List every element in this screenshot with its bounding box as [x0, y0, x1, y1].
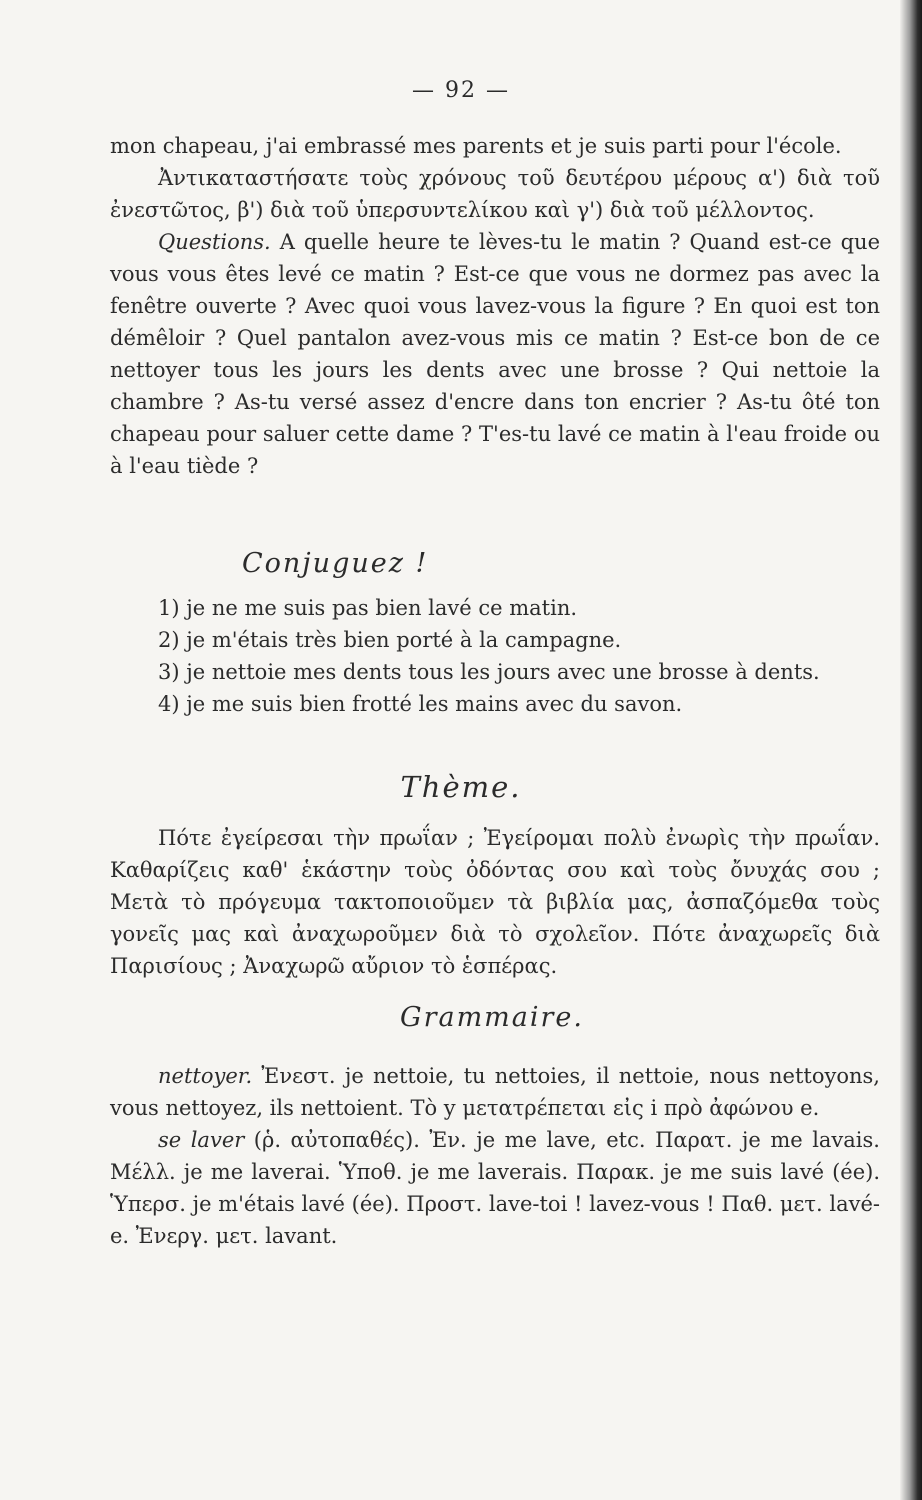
se-laver-text: (ῥ. αὐτοπαθές). Ἐν. je me lave, etc. Παρατ. je me lavais. Μέλλ. je me laverai. Ὑποθ. je me laverais. Παρακ. je me suis lavé (ée). Ὑπερσ. je m'étais lavé (ée). Προστ. lave-toi ! lavez-vous ! Παθ. μετ. lavé-e. Ἐνεργ. μετ. lavant.: [110, 1128, 880, 1248]
questions-label: Questions.: [158, 230, 271, 254]
grammaire-heading: Grammaire.: [400, 1002, 584, 1033]
se-laver-label: se laver: [158, 1128, 245, 1152]
theme-heading: Thème.: [400, 770, 522, 804]
page-number: — 92 —: [412, 78, 510, 103]
conjugation-item-2: 2) je m'étais très bien porté à la campagne.: [158, 628, 622, 652]
grammaire-section: [110, 1060, 880, 1252]
greek-instruction: Ἀντικαταστήσατε τοὺς χρόνους τοῦ δευτέρου μέρους α') διὰ τοῦ ἐνεστῶτος, β') διὰ τοῦ ὑπερσυντελίκου καὶ γ') διὰ τοῦ μέλλοντος.: [110, 166, 880, 222]
page-edge-shadow: [900, 0, 922, 1500]
questions-text: A quelle heure te lèves-tu le matin ? Quand est-ce que vous vous êtes levé ce matin ? Est-ce que vous ne dormez pas avec la fenêtre ouverte ? Avec quoi vous lavez-vous la figure ? En quoi est ton démêloir ? Quel pantalon avez-vous mis ce matin ? Est-ce bon de ce nettoyer tous les jours les dents avec une brosse ? Qui nettoie la chambre ? As-tu versé assez d'encre dans ton encrier ? As-tu ôté ton chapeau pour saluer cette dame ? T'es-tu lavé ce matin à l'eau froide ou à l'eau tiède ?: [110, 230, 880, 478]
questions-paragraph: [110, 226, 880, 482]
conjuguez-list: [110, 592, 880, 720]
nettoyer-text: Ἐνεστ. je nettoie, tu nettoies, il nettoie, nous nettoyons, vous nettoyez, ils nettoient. Τὸ y μετατρέπεται εἰς i πρὸ ἀφώνου e.: [110, 1064, 880, 1120]
intro-continuation: mon chapeau, j'ai embrassé mes parents et je suis parti pour l'école.: [110, 134, 842, 158]
conjugation-item-3: 3) je nettoie mes dents tous les jours avec une brosse à dents.: [158, 660, 820, 684]
conjuguez-heading: Conjuguez !: [242, 548, 429, 579]
conjugation-item-4: 4) je me suis bien frotté les mains avec du savon.: [158, 692, 683, 716]
conjugation-item-1: 1) je ne me suis pas bien lavé ce matin.: [158, 596, 578, 620]
nettoyer-label: nettoyer.: [158, 1064, 253, 1088]
grammar-nettoyer: [110, 1060, 880, 1124]
theme-section: [110, 822, 880, 982]
grammar-se-laver: [110, 1124, 880, 1252]
theme-text: Πότε ἐγείρεσαι τὴν πρωΐαν ; Ἐγείρομαι πολὺ ἐνωρὶς τὴν πρωΐαν. Καθαρίζεις καθ' ἑκάστην τοὺς ὀδόντας σου καὶ τοὺς ὄνυχάς σου ; Μετὰ τὸ πρόγευμα τακτοποιοῦμεν τὰ βιβλία μας, ἀσπαζόμεθα τοὺς γονεῖς μας καὶ ἀναχωροῦμεν διὰ τὸ σχολεῖον. Πότε ἀναχωρεῖς διὰ Παρισίους ; Ἀναχωρῶ αὔριον τὸ ἑσπέρας.: [110, 826, 880, 978]
intro-section: [110, 130, 880, 482]
